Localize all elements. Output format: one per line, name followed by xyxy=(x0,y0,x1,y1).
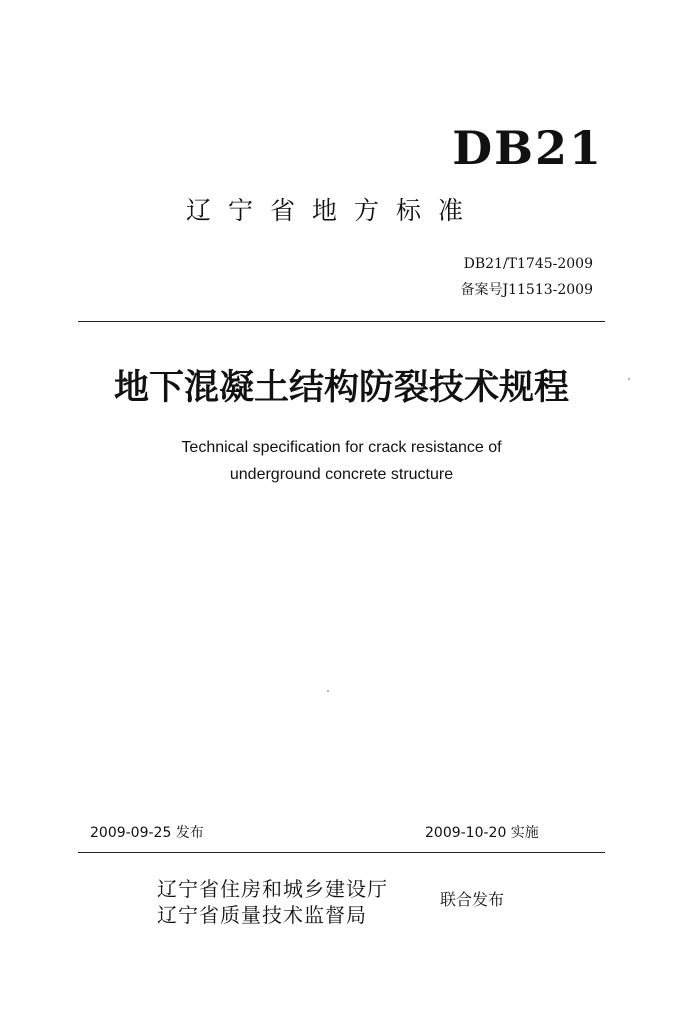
document-title-english-line2: underground concrete structure xyxy=(229,466,454,483)
record-number: 备案号J11513-2009 xyxy=(460,282,593,298)
scan-speck xyxy=(327,690,329,692)
issuer-name-1: 辽宁省住房和城乡建设厅 xyxy=(157,877,388,901)
document-title-chinese: 地下混凝土结构防裂技术规程 xyxy=(113,367,569,408)
standard-type: 辽宁省地方标准 xyxy=(186,196,481,225)
issuer-name-2: 辽宁省质量技术监督局 xyxy=(157,903,367,927)
issue-date: 2009-09-25 发布 xyxy=(90,825,204,841)
standard-code: DB21 xyxy=(452,121,603,175)
document-title-english-line1: Technical specification for crack resistance of xyxy=(181,439,502,456)
bottom-divider xyxy=(78,852,605,853)
standard-number: DB21/T1745-2009 xyxy=(463,256,593,272)
scan-speck xyxy=(628,378,630,380)
implementation-date: 2009-10-20 实施 xyxy=(425,825,539,841)
top-divider xyxy=(78,321,605,322)
joint-issue-label: 联合发布 xyxy=(440,890,505,909)
